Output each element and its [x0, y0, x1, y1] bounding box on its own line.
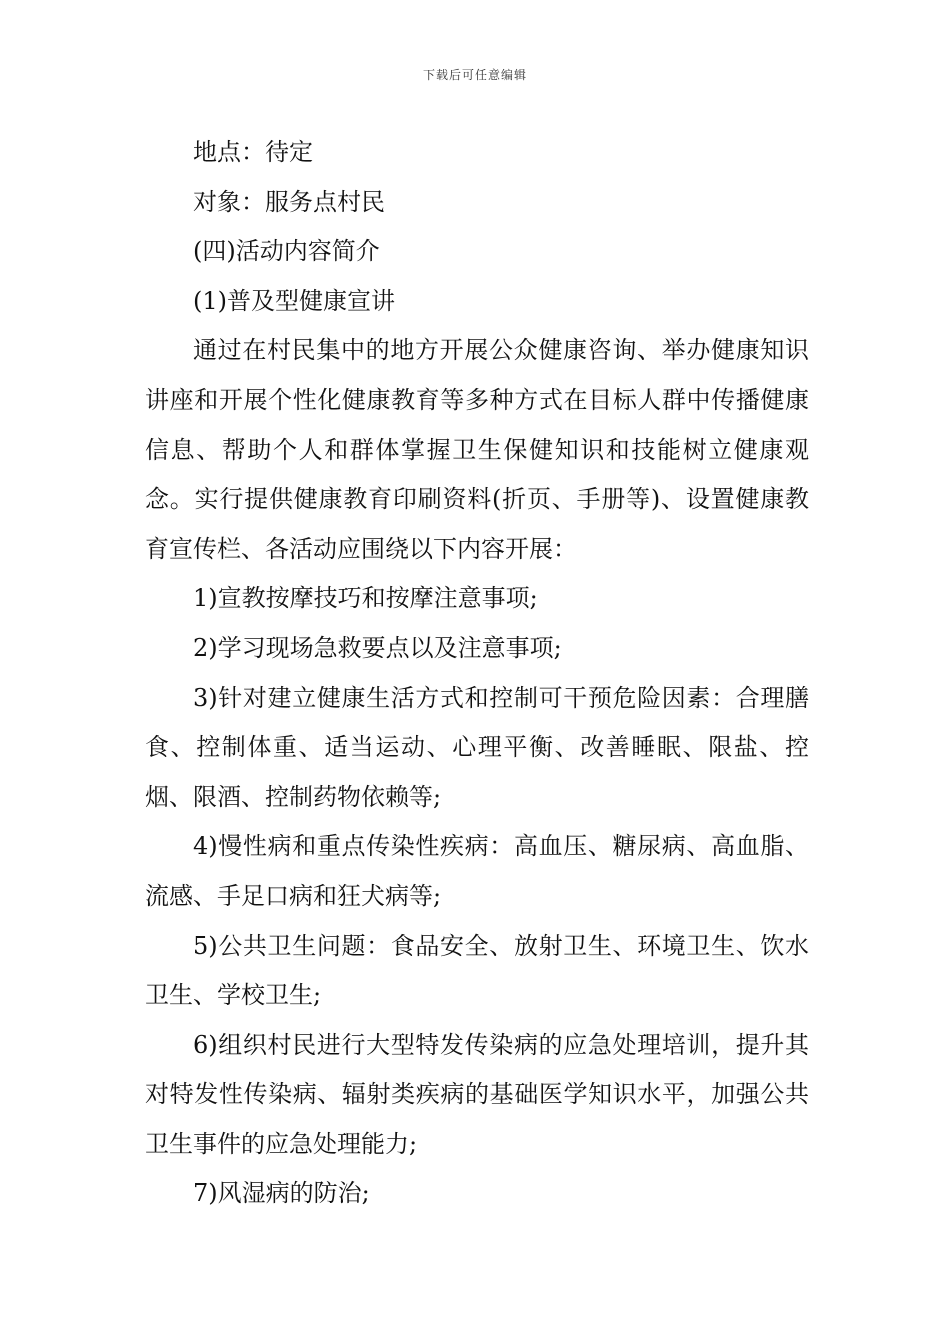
- list-item: 6)组织村民进行大型特发传染病的应急处理培训，提升其对特发性传染病、辐射类疾病的基础医学知识水平，加强公共卫生事件的应急处理能力;: [145, 1030, 809, 1158]
- document-body: [145, 128, 809, 1219]
- page-header: 下载后可任意编辑: [422, 68, 527, 82]
- section-heading: (四)活动内容简介: [193, 237, 380, 266]
- list-item: 2)学习现场急救要点以及注意事项;: [193, 633, 562, 662]
- list-item: 4)慢性病和重点传染性疾病：高血压、糖尿病、高血脂、流感、手足口病和狂犬病等;: [145, 832, 809, 910]
- intro-paragraph: 通过在村民集中的地方开展公众健康咨询、举办健康知识讲座和开展个性化健康教育等多种方式在目标人群中传播健康信息、帮助个人和群体掌握卫生保健知识和技能树立健康观念。实行提供健康教育印刷资料(折页、手册等)、设置健康教育宣传栏、各活动应围绕以下内容开展：: [145, 336, 809, 563]
- list-item: 7)风湿病的防治;: [193, 1179, 370, 1208]
- list-item: 1)宣教按摩技巧和按摩注意事项;: [193, 584, 538, 613]
- subsection-heading: (1)普及型健康宣讲: [193, 286, 395, 315]
- list-item: 5)公共卫生问题：食品安全、放射卫生、环境卫生、饮水卫生、学校卫生;: [145, 931, 809, 1010]
- audience-line: 对象：服务点村民: [193, 187, 385, 216]
- list-item: 3)针对建立健康生活方式和控制可干预危险因素：合理膳食、控制体重、适当运动、心理平衡、改善睡眠、限盐、控烟、限酒、控制药物依赖等;: [145, 683, 809, 811]
- location-line: 地点：待定: [193, 138, 313, 166]
